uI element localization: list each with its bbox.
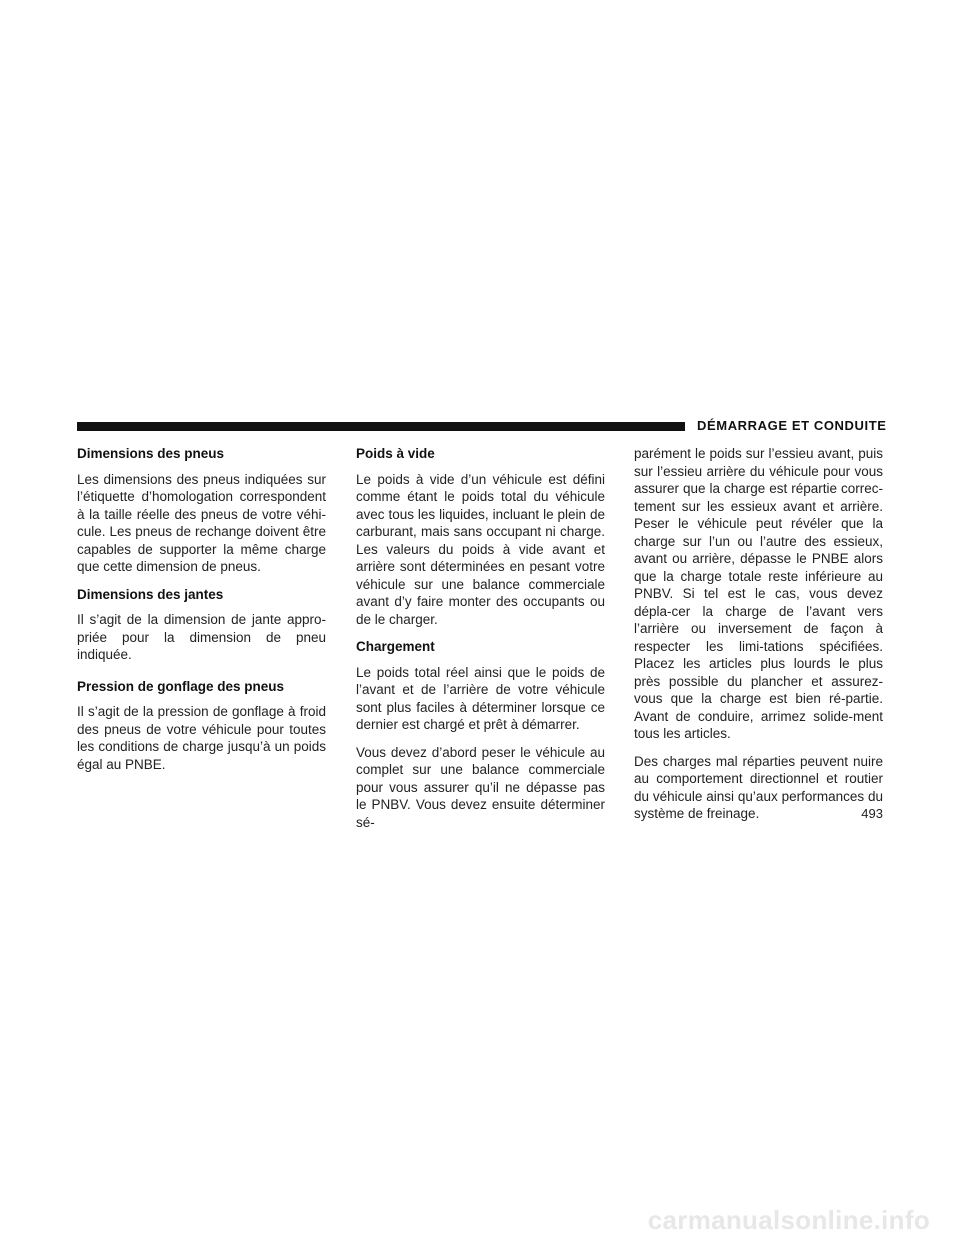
heading-inflation-pressure: Pression de gonflage des pneus — [77, 678, 285, 694]
paragraph-tire-size: Les dimensions des pneus indiquées sur l’étiquette d’homologation correspondent à la taille réelle des pneus de votre véhi-cule. Les pneus de rechange doivent être capables de supporter la même charge que cette dimension de pneus. — [77, 471, 326, 574]
paragraph-curb-weight: Le poids à vide d’un véhicule est défini comme étant le poids total du véhicule avec tous les liquides, incluant le plein de carburant, mais sans occupant ni charge. Les valeurs du poids à vide avant et arrière sont déterminées en pesant votre véhicule sur une balance commerciale avant d’y faire monter des occupants ou de le charger. — [356, 471, 605, 627]
paragraph-rim-size: Il s’agit de la dimension de jante appro-priée pour la dimension de pneu indiquée. — [77, 612, 326, 662]
text-column-2 — [356, 445, 605, 841]
paragraph-axle-weight: parément le poids sur l’essieu avant, puis sur l’essieu arrière du véhicule pour vous assurer que la charge est répartie correc-tement sur les essieux avant et arrière. Peser le véhicule peut révéler que la charge sur l’un ou l’autre des essieux, avant ou arrière, dépasse le PNBE alors que la charge totale reste inférieure au PNBV. Si tel est le cas, vous devez dépla-cer la charge de l’avant vers l’arrière ou inversement de façon à respecter les limi-tations spécifiées. Placez les articles plus lourds le plus près possible du plancher et assurez-vous que la charge est bien ré-partie. Avant de conduire, arrimez solide-ment tous les articles. — [634, 446, 883, 741]
text-column-1 — [77, 445, 326, 783]
text-column-3 — [634, 445, 883, 833]
heading-curb-weight: Poids à vide — [356, 446, 435, 461]
section-header-bar — [77, 422, 685, 431]
paragraph-weigh-vehicle: Vous devez d’abord peser le véhicule au complet sur une balance commerciale pour vous assurer qu’il ne dépasse pas le PNBV. Vous devez ensuite déterminer sé- — [356, 744, 605, 830]
heading-tire-size: Dimensions des pneus — [77, 446, 225, 461]
paragraph-inflation-pressure: Il s’agit de la pression de gonflage à froid des pneus de votre véhicule pour toutes les conditions de charge jusqu’à un poids égal au PNBE. — [77, 704, 326, 772]
heading-loading: Chargement — [356, 639, 435, 654]
paragraph-loading: Le poids total réel ainsi que le poids de l’avant et de l’arrière de votre véhicule sont plus faciles à déterminer lorsque ce dernier est chargé et prêt à démarrer. — [356, 664, 605, 732]
page-number: 493 — [861, 806, 883, 821]
watermark: carmanualsonline.info — [647, 1205, 930, 1235]
heading-rim-size: Dimensions des jantes — [77, 586, 224, 602]
section-title: DÉMARRAGE ET CONDUITE — [697, 418, 887, 433]
paragraph-load-distribution: Des charges mal réparties peuvent nuire au comportement directionnel et routier du véhicule ainsi qu’aux performances du système de freinage. — [634, 753, 883, 821]
